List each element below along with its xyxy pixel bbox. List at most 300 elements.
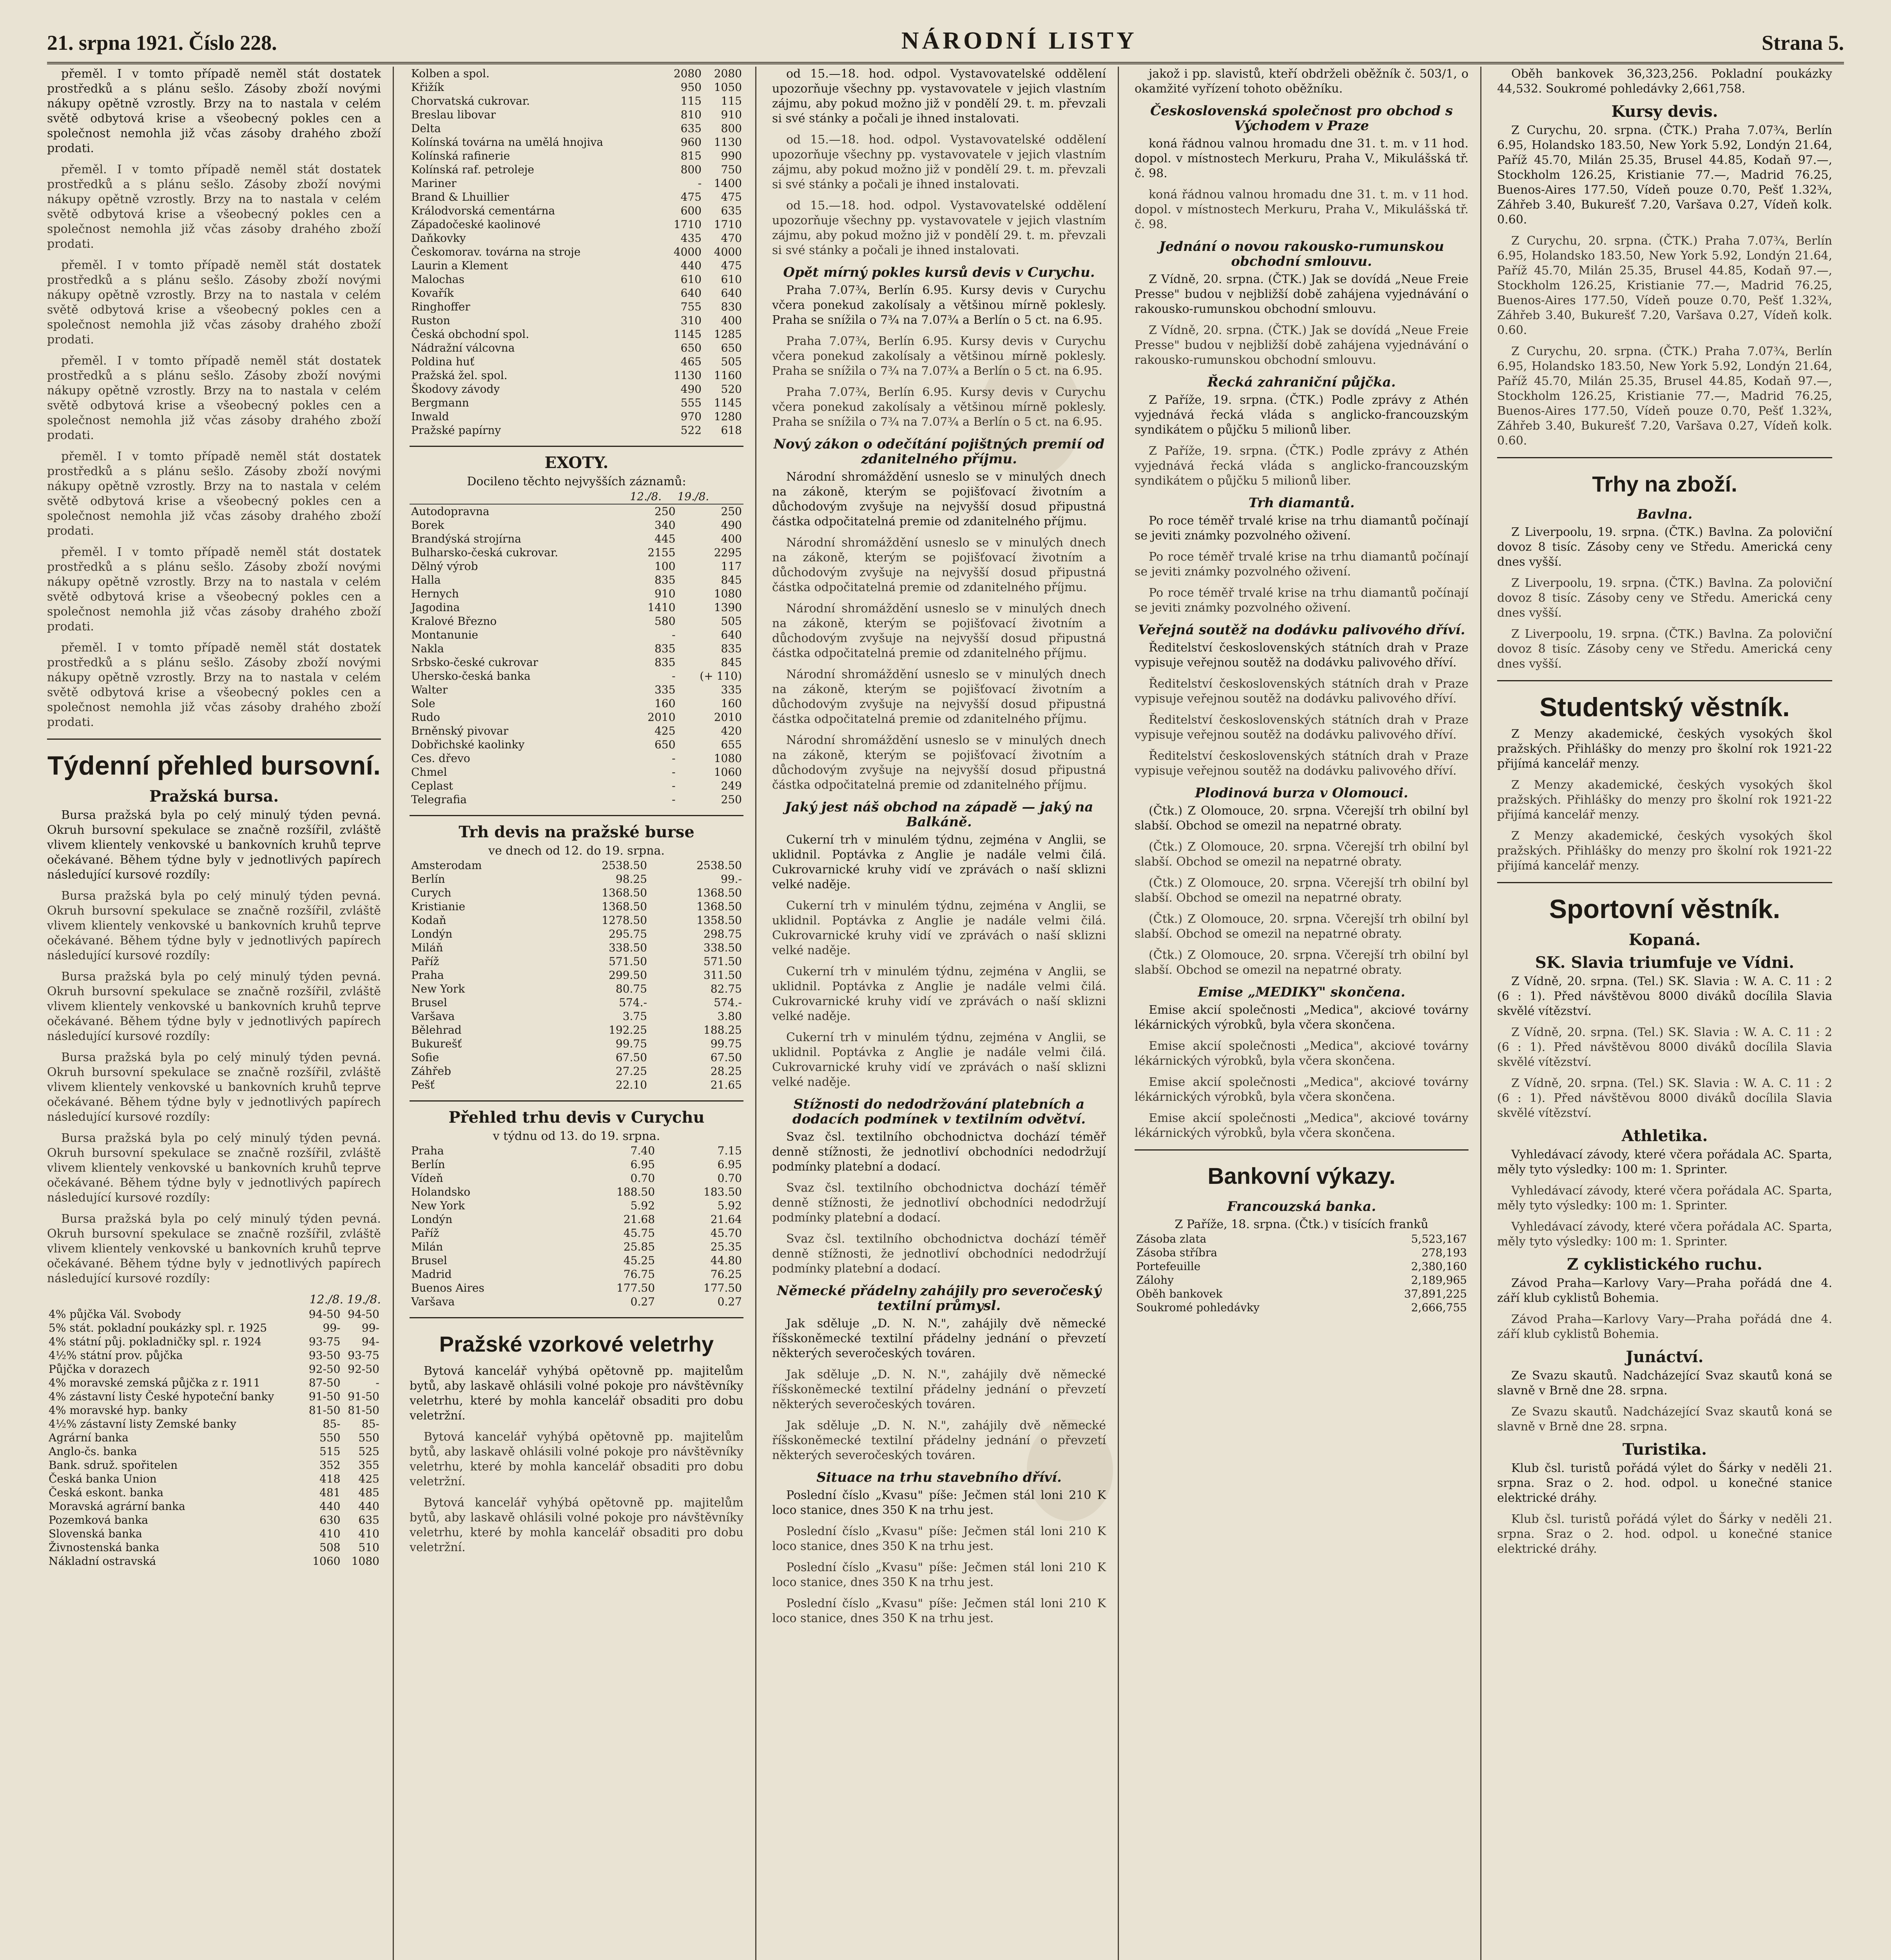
row-value: 640	[721, 287, 742, 299]
row-value: 574.-	[619, 996, 647, 1009]
table-row	[410, 559, 743, 573]
table-row	[1135, 1259, 1469, 1273]
article-text: Praha 7.07¾, Berlín 6.95. Kursy devis v Curychu včera ponekud zakolísaly a většinou mírně poklesly. Praha se snížila o 7¾ na 7.07¾ a Berlín o 5 ct. na 6.95.	[772, 385, 1106, 429]
row-label: Londýn	[411, 1213, 453, 1226]
table-row	[410, 355, 743, 368]
article-text: Z Vídně, 20. srpna. (Tel.) SK. Slavia : W. A. C. 11 : 2 (6 : 1). Před návštěvou 8000 diváků docílila Slavia skvělé vítězství.	[1497, 975, 1832, 1018]
row-value: 418	[319, 1472, 341, 1485]
row-value: -	[672, 670, 676, 682]
row-value: 85-	[323, 1417, 341, 1430]
row-value: 400	[721, 532, 742, 545]
row-label: Poldina huť	[411, 355, 475, 368]
row-label: Anglo-čs. banka	[49, 1445, 137, 1458]
article-text: Klub čsl. turistů pořádá výlet do Šárky v neděli 21. srpna. Sraz o 2. hod. odpol. u konečné stanice elektrické dráhy.	[1497, 1512, 1832, 1556]
table-row	[1135, 1287, 1469, 1301]
row-label: Berlín	[411, 873, 445, 886]
row-value: 99-	[361, 1321, 379, 1334]
row-label: Západočeské kaolinové	[411, 218, 541, 231]
table-row	[410, 642, 743, 655]
article-text: Jak sděluje „D. N. N.", zahájily dvě německé říšskoněmecké textilní přádelny jednání o převzetí některých severočeských továren.	[772, 1368, 1106, 1411]
table-row	[410, 135, 743, 149]
table-row	[410, 410, 743, 423]
row-label: Autodopravna	[411, 505, 490, 518]
column-4	[1135, 67, 1481, 1960]
table-row	[410, 94, 743, 108]
row-label: Curych	[411, 886, 451, 899]
table-row	[47, 1376, 381, 1390]
row-value: 28.25	[710, 1065, 742, 1078]
article-text: Cukerní trh v minulém týdnu, zejména v Anglii, se uklidnil. Poptávka z Anglie je nadále velmi čilá. Cukrovarnické kruhy vidí ve zprávách o naší sklizni velké naděje.	[772, 899, 1106, 957]
row-value: 298.75	[703, 927, 742, 940]
article-text: Bursa pražská byla po celý minulý týden pevná. Okruh bursovní spekulace se značně rozšířil, zvláště vlivem klientely venkovské u bankovních kruhů teprve očekávané. Během týdne byly v jednotlivých papírech následující kursové rozdíly:	[47, 1212, 381, 1285]
row-value: 91-50	[308, 1390, 341, 1403]
row-value: -	[672, 628, 676, 641]
row-label: Miláň	[411, 941, 443, 954]
row-value: 338.50	[703, 941, 742, 954]
row-value: 7.15	[717, 1144, 742, 1157]
table-row	[410, 697, 743, 710]
exotics-table	[410, 489, 743, 806]
row-value: 98.25	[615, 873, 647, 886]
table-row	[410, 1254, 743, 1267]
table-row	[410, 532, 743, 546]
article-heading: Trh diamantů.	[1248, 495, 1355, 511]
table-row	[410, 1185, 743, 1199]
table-row	[410, 573, 743, 587]
article-text: Poslední číslo „Kvasu" píše: Ječmen stál loni 210 K loco stanice, dnes 350 K na trhu jest.	[772, 1488, 1106, 1517]
row-value: 490	[680, 383, 702, 396]
row-label: Sole	[411, 697, 435, 710]
row-value: 425	[358, 1472, 379, 1485]
table-row	[410, 858, 743, 872]
row-label: Halla	[411, 573, 441, 586]
row-label: Živnostenská banka	[49, 1541, 160, 1554]
row-value: 800	[721, 122, 742, 135]
row-value: 555	[680, 396, 702, 409]
table-row	[410, 1037, 743, 1051]
row-value: 574.-	[714, 996, 742, 1009]
row-label: Hernych	[411, 587, 459, 600]
row-value: 630	[319, 1514, 341, 1526]
article-heading: Československá společnost pro obchod s Východem v Praze	[1150, 103, 1453, 134]
article-text: Z Vídně, 20. srpna. (ČTK.) Jak se dovídá „Neue Freie Presse" budou v nejbližší době zahájena vyjednávání o rakousko-rumunskou obchodní smlouvu.	[1135, 272, 1469, 316]
article-text: přeměl. I v tomto případě neměl stát dostatek prostředků a s plánu sešlo. Zásoby zboží novými nákupy opětně vzrostly. Brzy na to nastala v celém světě odbytová krise a všeobecný pokles cen a společnost nemohla již včas zásoby drahého zboží prodati.	[47, 258, 381, 347]
row-label: Sofie	[411, 1051, 439, 1064]
row-label: Zásoba stříbra	[1136, 1246, 1217, 1259]
row-value: 1285	[714, 328, 742, 341]
table-row	[410, 108, 743, 122]
article-text: od 15.—18. hod. odpol. Vystavovatelské oddělení upozorňuje všechny pp. vystavovatele v jejich vlastním zájmu, aby pokud možno již v pondělí 29. t. m. převzali si své stánky a počali je ihned instalovati.	[772, 67, 1106, 125]
table-row	[47, 1513, 381, 1527]
divider	[410, 1100, 743, 1102]
row-value: 950	[680, 81, 702, 94]
article-text: od 15.—18. hod. odpol. Vystavovatelské oddělení upozorňuje všechny pp. vystavovatele v jejich vlastním zájmu, aby pokud možno již v pondělí 29. t. m. převzali si své stánky a počali je ihned instalovati.	[772, 199, 1106, 257]
row-value: 299.50	[609, 969, 647, 982]
section-heading: Studentský věstník.	[1539, 692, 1790, 722]
table-row	[410, 968, 743, 982]
row-value: 6.95	[717, 1158, 742, 1171]
row-value: 610	[680, 273, 702, 286]
table-row	[47, 1348, 381, 1362]
row-label: 4½% zástavní listy Zemské banky	[49, 1417, 236, 1430]
row-label: 4% moravské hyp. banky	[49, 1404, 188, 1417]
section-heading: Kursy devis.	[1611, 102, 1718, 121]
row-value: 2155	[647, 546, 676, 559]
row-label: Varšava	[411, 1010, 455, 1023]
row-value: 425	[655, 724, 676, 737]
article-text: Z Menzy akademické, českých vysokých škol pražských. Přihlášky do menzy pro školní rok 1921-22 přijímá kancelář menzy.	[1497, 778, 1832, 822]
table-row	[410, 655, 743, 669]
row-label: Kristianie	[411, 900, 466, 913]
row-value: 87-50	[308, 1376, 341, 1389]
row-label: Škodovy závody	[411, 383, 500, 396]
row-label: New York	[411, 982, 465, 995]
row-value: 93-75	[348, 1349, 379, 1362]
article-heading: Jednání o novou rakousko-rumunskou obchodní smlouvu.	[1159, 239, 1444, 269]
table-row	[410, 327, 743, 341]
table-row	[410, 872, 743, 886]
table-row	[410, 176, 743, 190]
row-label: Pozemková banka	[49, 1514, 148, 1526]
table-row	[410, 1199, 743, 1212]
row-label: Králodvorská cementárna	[411, 204, 555, 217]
article-heading: Stížnosti do nedodržování platebních a dodacích podmínek v textilním odvětví.	[792, 1096, 1086, 1127]
rate-table	[47, 1307, 381, 1568]
table-row	[410, 982, 743, 996]
table-row	[47, 1527, 381, 1541]
table-header: 12./8. 19./8.	[309, 1293, 381, 1307]
row-label: Křižík	[411, 81, 444, 94]
row-value: 1368.50	[696, 900, 742, 913]
row-value: 550	[358, 1431, 379, 1444]
section-subheading: Bavlna.	[1637, 506, 1693, 522]
row-value: 1080	[714, 587, 742, 600]
article-heading: Plodinová burza v Olomouci.	[1195, 785, 1409, 801]
row-value: 440	[680, 259, 702, 272]
row-label: Breslau libovar	[411, 108, 496, 121]
table-row	[47, 1362, 381, 1376]
row-value: 525	[358, 1445, 379, 1458]
row-value: 635	[680, 122, 702, 135]
article-text: Bytová kancelář vyhýbá opětovně pp. majitelům bytů, aby laskavě ohlásili volné pokoje pro návštěvníky veletrhu, které by mohla kancelář obsaditi pro dobu veletržní.	[410, 1364, 743, 1423]
row-value: 475	[680, 191, 702, 203]
row-value: 2538.50	[602, 859, 647, 872]
row-value: 435	[680, 232, 702, 245]
column-header: 12./8.	[629, 489, 677, 504]
table-row	[410, 886, 743, 900]
row-value: 94-50	[308, 1308, 341, 1321]
article-text: přeměl. I v tomto případě neměl stát dostatek prostředků a s plánu sešlo. Zásoby zboží novými nákupy opětně vzrostly. Brzy na to nastala v celém světě odbytová krise a všeobecný pokles cen a společnost nemohla již včas zásoby drahého zboží prodati.	[47, 545, 381, 633]
row-value: 571.50	[609, 955, 647, 968]
row-value: -	[698, 177, 702, 190]
row-value: 650	[655, 738, 676, 751]
row-value: 610	[721, 273, 742, 286]
table-row	[410, 1023, 743, 1037]
section-subheading: Francouzská banka.	[1227, 1199, 1376, 1214]
row-value: 93-50	[308, 1349, 341, 1362]
row-label: Kolínská továrna na umělá hnojiva	[411, 136, 603, 149]
table-row	[47, 1472, 381, 1486]
article-text: Závod Praha—Karlovy Vary—Praha pořádá dne 4. září klub cyklistů Bohemia.	[1497, 1312, 1832, 1341]
row-value: 571.50	[703, 955, 742, 968]
row-value: 100	[655, 560, 676, 573]
row-value: 510	[358, 1541, 379, 1554]
row-value: 76.25	[710, 1268, 742, 1281]
row-value: 2010	[647, 711, 676, 724]
table-row	[410, 122, 743, 135]
article-text: Ředitelství československých státních drah v Praze vypisuje veřejnou soutěž na dodávku palivového dříví.	[1135, 677, 1469, 706]
row-value: 188.25	[703, 1024, 742, 1036]
article-text: Z Paříže, 19. srpna. (ČTK.) Podle zprávy z Athén vyjednává řecká vláda s anglicko-francouzským syndikátem o půjčku 5 milionů liber.	[1135, 393, 1469, 437]
row-value: 0.70	[630, 1172, 655, 1185]
article-text: Bursa pražská byla po celý minulý týden pevná. Okruh bursovní spekulace se značně rozšířil, zvláště vlivem klientely venkovské u bankovních kruhů teprve očekávané. Během týdne byly v jednotlivých papírech následující kursové rozdíly:	[47, 889, 381, 962]
row-value: 830	[721, 300, 742, 313]
row-label: Ruston	[411, 314, 450, 327]
row-value: 22.10	[615, 1078, 647, 1091]
bank-table	[1135, 1232, 1469, 1314]
section-subheading: Z cyklistického ruchu.	[1567, 1255, 1762, 1274]
article-text: Ředitelství československých státních drah v Praze vypisuje veřejnou soutěž na dodávku palivového dříví.	[1135, 641, 1469, 670]
table-row	[410, 423, 743, 437]
row-label: 4% půjčka Vál. Svobody	[49, 1308, 181, 1321]
article-text: Vyhledávací závody, které včera pořádala AC. Sparta, měly tyto výsledky: 100 m: 1. Sprinter.	[1497, 1148, 1832, 1176]
row-value: 45.75	[623, 1227, 655, 1240]
article-text: (Čtk.) Z Olomouce, 20. srpna. Včerejší trh obilní byl slabší. Obchod se omezil na nepatrné obraty.	[1135, 804, 1469, 833]
newspaper-title: NÁRODNÍ LISTY	[901, 27, 1137, 54]
row-value: 25.35	[710, 1240, 742, 1253]
table-row	[410, 1078, 743, 1092]
row-label: Jagodina	[411, 601, 460, 614]
row-value: 44.80	[710, 1254, 742, 1267]
column-5	[1497, 67, 1844, 1960]
row-value: 835	[655, 642, 676, 655]
row-value: 5,523,167	[1411, 1232, 1467, 1245]
table-row	[410, 286, 743, 300]
article-text: Národní shromáždění usneslo se v minulých dnech na zákoně, kterým se pojišťovací životním a důchodovým zvyšuje na nejvyšší dosud připustná částka odpočitatelná premie od zdanitelného příjmu.	[772, 668, 1106, 726]
table-row	[410, 396, 743, 410]
table-note: Z Paříže, 18. srpna. (Čtk.) v tisících franků	[1175, 1218, 1429, 1231]
row-label: Milán	[411, 1240, 443, 1253]
row-value: 1400	[714, 177, 742, 190]
article-text: Po roce téměř trvalé krise na trhu diamantů počínají se jeviti známky pozvolného oživení.	[1135, 514, 1469, 543]
row-value: 505	[721, 355, 742, 368]
page-number: Strana 5.	[1761, 31, 1844, 54]
table-row	[47, 1445, 381, 1458]
article-text: Jak sděluje „D. N. N.", zahájily dvě německé říšskoněmecké textilní přádelny jednání o převzetí některých severočeských továren.	[772, 1317, 1106, 1360]
article-text: Z Menzy akademické, českých vysokých škol pražských. Přihlášky do menzy pro školní rok 1921-22 přijímá kancelář menzy.	[1497, 829, 1832, 873]
row-value: 420	[721, 724, 742, 737]
table-row	[410, 1240, 743, 1254]
row-label: Česká obchodní spol.	[411, 328, 529, 341]
section-heading: Týdenní přehled bursovní.	[47, 751, 381, 780]
table-row	[410, 204, 743, 218]
row-value: 845	[721, 573, 742, 586]
row-value: 640	[680, 287, 702, 299]
row-value: 755	[680, 300, 702, 313]
row-value: 650	[721, 341, 742, 354]
row-value: 1368.50	[602, 900, 647, 913]
table-row	[47, 1541, 381, 1554]
row-value: 970	[680, 410, 702, 423]
article-text: (Čtk.) Z Olomouce, 20. srpna. Včerejší trh obilní byl slabší. Obchod se omezil na nepatrné obraty.	[1135, 840, 1469, 869]
row-value: 635	[721, 204, 742, 217]
table-row	[410, 504, 743, 518]
table-row	[410, 955, 743, 968]
row-label: Ces. dřevo	[411, 752, 470, 765]
row-value: 183.50	[703, 1185, 742, 1198]
row-value: 192.25	[609, 1024, 647, 1036]
row-label: Berlín	[411, 1158, 445, 1171]
row-value: 81-50	[348, 1404, 379, 1417]
row-value: 2,189,965	[1411, 1274, 1467, 1287]
row-value: 177.50	[616, 1281, 655, 1294]
stock-table	[410, 67, 743, 437]
row-label: Ceplast	[411, 779, 453, 792]
table-row	[410, 1171, 743, 1185]
row-value: 800	[680, 163, 702, 176]
row-label: Dělný výrob	[411, 560, 478, 573]
row-value: 115	[721, 94, 742, 107]
divider	[1497, 882, 1832, 883]
row-value: 92-50	[308, 1363, 341, 1376]
article-text: jakož i pp. slavistů, kteří obdrželi oběžník č. 503/1, o okamžité vyřízení tohoto oběžníku.	[1135, 67, 1469, 96]
zurich-table	[410, 1144, 743, 1308]
row-value: 1050	[714, 81, 742, 94]
row-value: 1145	[673, 328, 702, 341]
article-text: Ředitelství československých státních drah v Praze vypisuje veřejnou soutěž na dodávku palivového dříví.	[1135, 749, 1469, 778]
article-text: Ze Svazu skautů. Nadcházející Svaz skautů koná se slavně v Brně dne 28. srpna.	[1497, 1369, 1832, 1397]
row-label: Dobřichské kaolinky	[411, 738, 525, 751]
divider	[47, 739, 381, 740]
table-row	[1135, 1246, 1469, 1259]
row-value: 250	[721, 505, 742, 518]
article-text: Z Liverpoolu, 19. srpna. (ČTK.) Bavlna. Za poloviční dovoz 8 tisíc. Zásoby ceny ve Středu. Americká ceny dnes vyšší.	[1497, 525, 1832, 569]
row-value: 2,380,160	[1411, 1260, 1467, 1273]
row-value: 21.65	[710, 1078, 742, 1091]
table-row	[47, 1403, 381, 1417]
table-row	[47, 1417, 381, 1431]
table-row	[410, 546, 743, 559]
row-label: Kolben a spol.	[411, 67, 490, 80]
divider	[410, 1317, 743, 1318]
issue-date: 21. srpna 1921. Číslo 228.	[47, 31, 277, 54]
row-value: 1080	[714, 752, 742, 765]
section-heading: Sportovní věstník.	[1549, 894, 1780, 924]
section-subheading: ve dnech od 12. do 19. srpna.	[488, 844, 665, 858]
row-value: 67.50	[615, 1051, 647, 1064]
section-heading: Trhy na zboží.	[1592, 472, 1737, 496]
row-value: 82.75	[710, 982, 742, 995]
row-value: 80.75	[615, 982, 647, 995]
table-row	[410, 272, 743, 286]
divider	[1497, 680, 1832, 681]
article-heading: Řecká zahraniční půjčka.	[1207, 374, 1396, 390]
row-value: 470	[721, 232, 742, 245]
table-row	[410, 738, 743, 751]
row-label: Slovenská banka	[49, 1527, 142, 1540]
article-text: Emise akcií společnosti „Medica", akciové továrny lékárnických výrobků, byla včera skončena.	[1135, 1039, 1469, 1068]
row-label: Zásoba zlata	[1136, 1232, 1207, 1245]
table-row	[410, 518, 743, 532]
table-row	[410, 259, 743, 272]
table-row	[410, 628, 743, 642]
row-value: 3.75	[622, 1010, 647, 1023]
column-header	[410, 489, 629, 504]
article-text: Ředitelství československých státních drah v Praze vypisuje veřejnou soutěž na dodávku palivového dříví.	[1135, 713, 1469, 742]
column-1	[47, 67, 394, 1960]
table-row	[410, 314, 743, 327]
row-label: Pražská žel. spol.	[411, 369, 508, 382]
row-value: 2295	[714, 546, 742, 559]
row-value: 910	[721, 108, 742, 121]
row-value: 1710	[673, 218, 702, 231]
article-text: Po roce téměř trvalé krise na trhu diamantů počínají se jeviti známky pozvolného oživení.	[1135, 586, 1469, 615]
row-value: 250	[655, 505, 676, 518]
row-value: 640	[721, 628, 742, 641]
article-heading: Emise „MEDIKY" skončena.	[1198, 984, 1405, 1000]
row-label: Brněnský pivovar	[411, 724, 509, 737]
row-label: Chmel	[411, 766, 447, 779]
row-value: 99.75	[615, 1037, 647, 1050]
article-text: (Čtk.) Z Olomouce, 20. srpna. Včerejší trh obilní byl slabší. Obchod se omezil na nepatrné obraty.	[1135, 876, 1469, 905]
article-text: přeměl. I v tomto případě neměl stát dostatek prostředků a s plánu sešlo. Zásoby zboží novými nákupy opětně vzrostly. Brzy na to nastala v celém světě odbytová krise a všeobecný pokles cen a společnost nemohla již včas zásoby drahého zboží prodati.	[47, 354, 381, 442]
row-label: 4% moravské zemská půjčka z r. 1911	[49, 1376, 261, 1389]
columns	[47, 67, 1844, 1960]
article-text: přeměl. I v tomto případě neměl stát dostatek prostředků a s plánu sešlo. Zásoby zboží novými nákupy opětně vzrostly. Brzy na to nastala v celém světě odbytová krise a všeobecný pokles cen a společnost nemohla již včas zásoby drahého zboží prodati.	[47, 450, 381, 538]
table-row	[410, 300, 743, 314]
row-label: Nakla	[411, 642, 444, 655]
article-text: Bursa pražská byla po celý minulý týden pevná. Okruh bursovní spekulace se značně rozšířil, zvláště vlivem klientely venkovské u bankovních kruhů teprve očekávané. Během týdne byly v jednotlivých papírech následující kursové rozdíly:	[47, 1051, 381, 1124]
row-value: 295.75	[609, 927, 647, 940]
table-row	[410, 149, 743, 163]
table-row	[410, 368, 743, 382]
row-value: 1145	[714, 396, 742, 409]
row-value: 835	[655, 656, 676, 669]
table-row	[1135, 1232, 1469, 1246]
table-row	[410, 245, 743, 259]
row-value: 600	[680, 204, 702, 217]
row-value: 481	[319, 1486, 341, 1499]
row-value: 1710	[714, 218, 742, 231]
row-value: 27.25	[615, 1065, 647, 1078]
article-heading: Německé přádelny zahájily pro severočeský textilní průmysl.	[777, 1283, 1101, 1314]
row-label: Chorvatská cukrovar.	[411, 94, 530, 107]
row-label: Delta	[411, 122, 441, 135]
row-label: Bukurešť	[411, 1037, 462, 1050]
row-value: 99.-	[721, 873, 742, 886]
row-label: Půjčka v dorazech	[49, 1363, 150, 1376]
row-value: -	[672, 766, 676, 779]
row-value: 440	[319, 1500, 341, 1513]
row-value: 1060	[714, 766, 742, 779]
row-value: -	[672, 793, 676, 806]
table-row	[410, 1295, 743, 1308]
table-row	[410, 683, 743, 697]
table-row	[410, 765, 743, 779]
table-row	[410, 793, 743, 806]
column-2	[410, 67, 756, 1960]
table-row	[47, 1499, 381, 1513]
row-label: Laurin a Klement	[411, 259, 508, 272]
divider	[1135, 1149, 1469, 1151]
article-text: Bytová kancelář vyhýbá opětovně pp. majitelům bytů, aby laskavě ohlásili volné pokoje pro návštěvníky veletrhu, které by mohla kancelář obsaditi pro dobu veletržní.	[410, 1430, 743, 1488]
row-value: 177.50	[703, 1281, 742, 1294]
row-value: 2,666,755	[1411, 1301, 1467, 1314]
article-text: Národní shromáždění usneslo se v minulých dnech na zákoně, kterým se pojišťovací životním a důchodovým zvyšuje na nejvyšší dosud připustná částka odpočitatelná premie od zdanitelného příjmu.	[772, 602, 1106, 660]
article-text: Národní shromáždění usneslo se v minulých dnech na zákoně, kterým se pojišťovací životním a důchodovým zvyšuje na nejvyšší dosud připustná částka odpočitatelná premie od zdanitelného příjmu.	[772, 470, 1106, 528]
row-value: 310	[680, 314, 702, 327]
row-value: 485	[358, 1486, 379, 1499]
